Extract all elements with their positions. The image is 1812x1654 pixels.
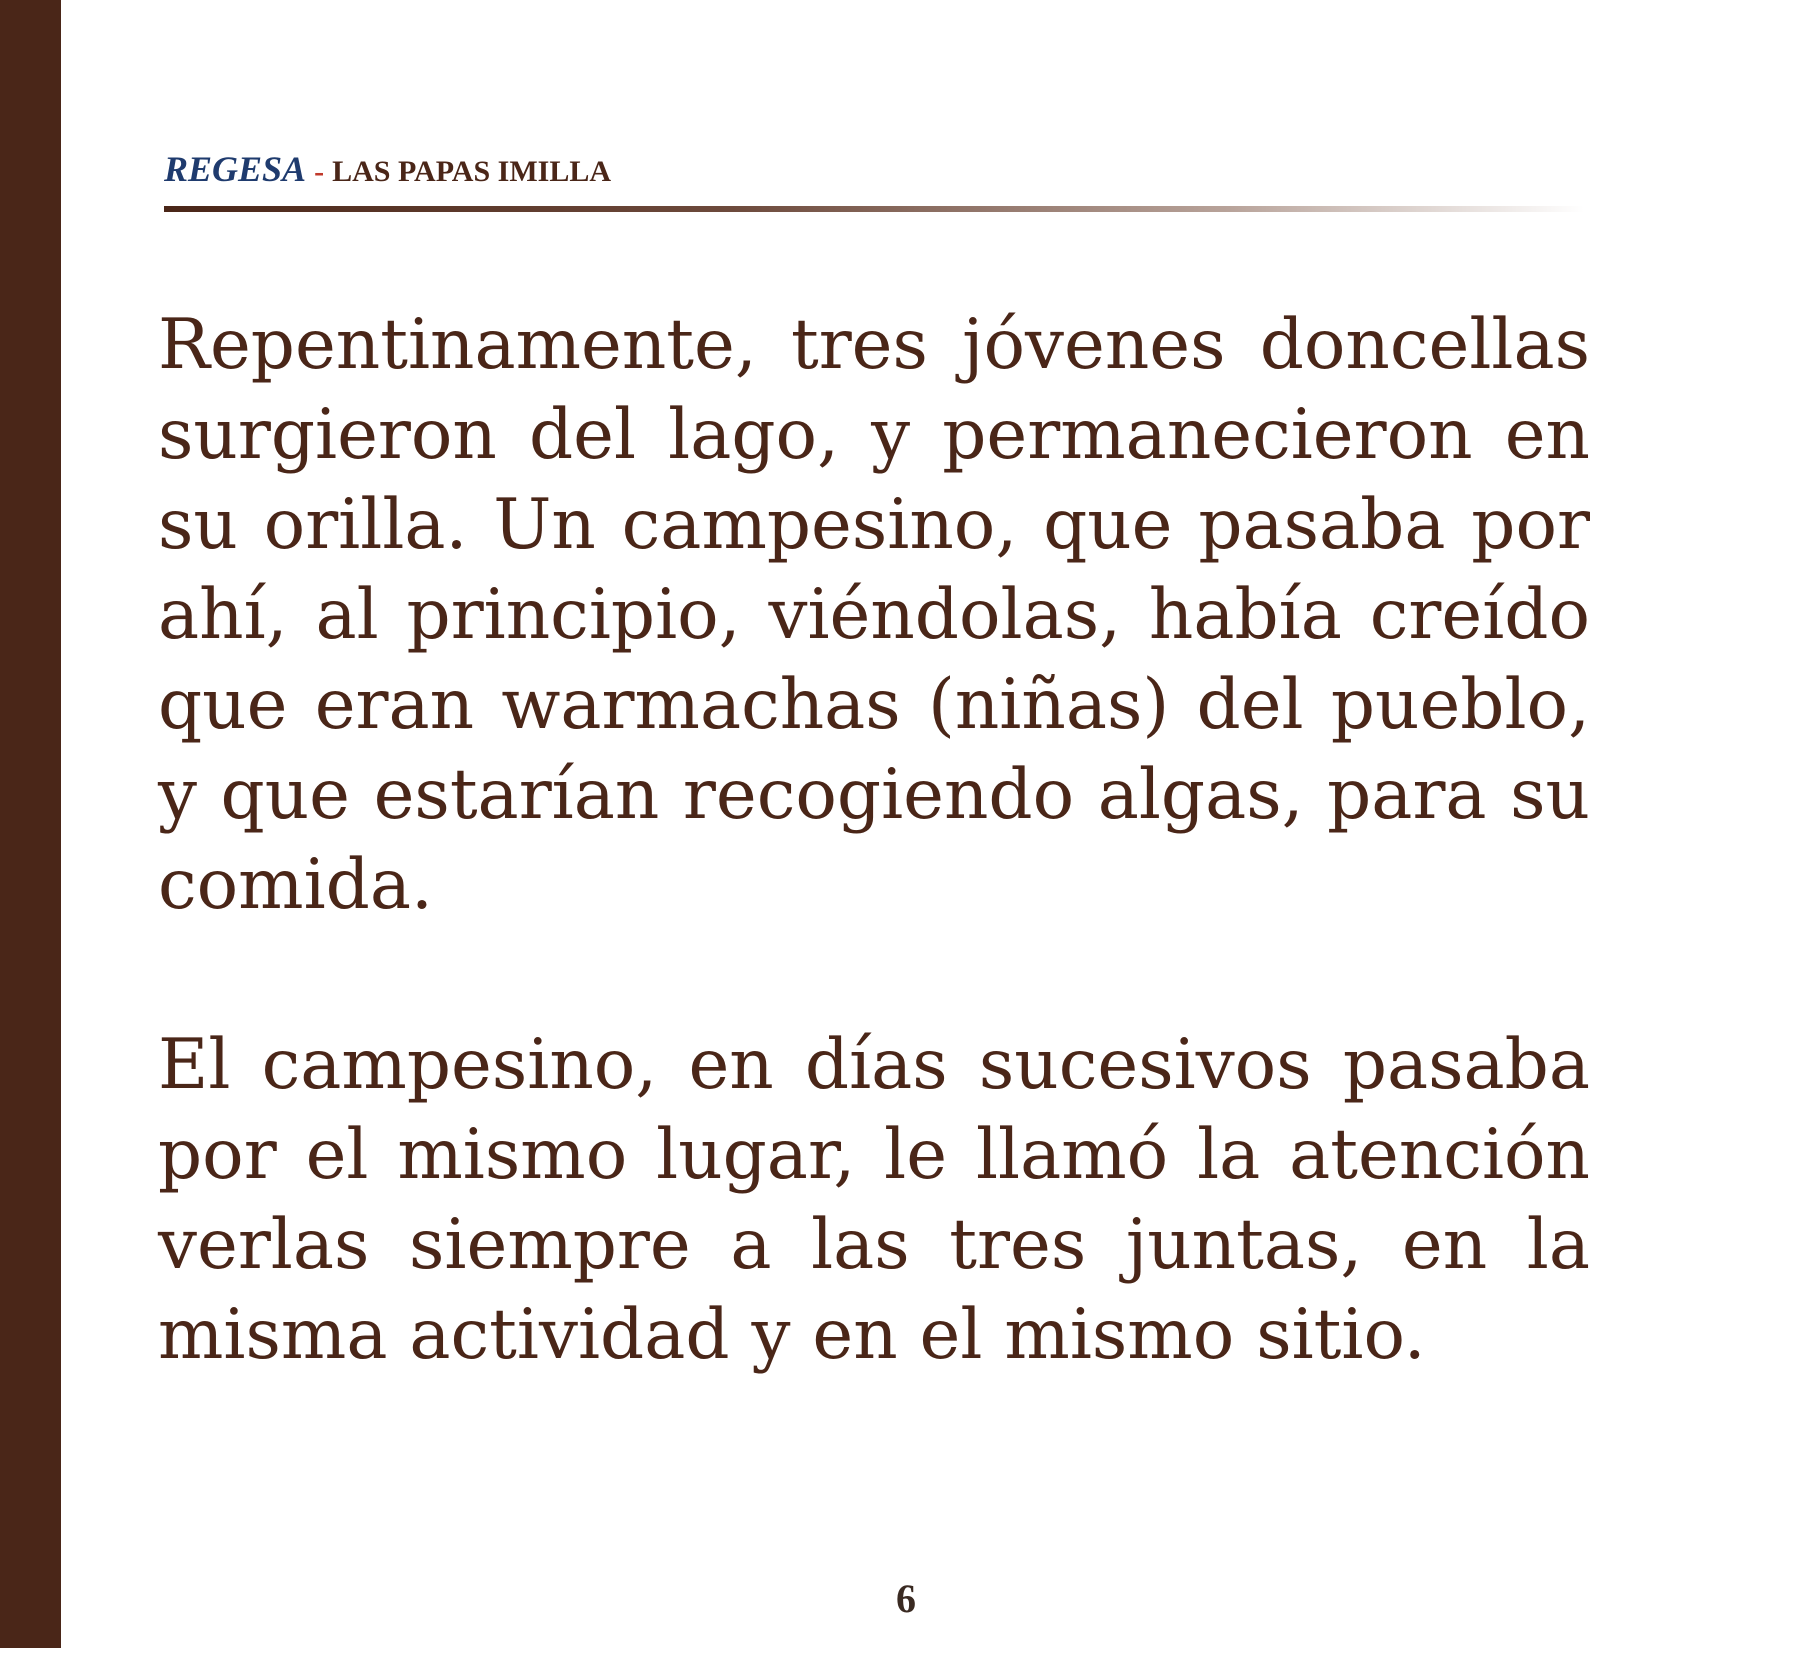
page-edge-bar xyxy=(0,0,61,1654)
header-title: LAS PAPAS IMILLA xyxy=(332,155,611,188)
header-brand: REGESA xyxy=(164,149,307,189)
paragraph-2: El campesino, en días sucesivos pasaba por el mismo lugar, le llamó la atención verlas siempre a las tres juntas, en la misma actividad y en el mismo sitio. xyxy=(158,1025,1590,1375)
paragraph-1: Repentinamente, tres jóvenes doncellas surgieron del lago, y permanecieron en su orilla. Un campesino, que pasaba por ahí, al principio, viéndolas, había creído que eran warmachas (niñas) del pueblo, y que estarían recogiendo algas, para su comida. xyxy=(158,305,1590,925)
page-number: 6 xyxy=(896,1576,916,1621)
running-header xyxy=(164,148,611,188)
body-text xyxy=(158,300,1590,1380)
header-separator: - xyxy=(314,155,325,188)
header-rule xyxy=(164,206,1584,212)
bottom-margin xyxy=(0,1648,1812,1654)
